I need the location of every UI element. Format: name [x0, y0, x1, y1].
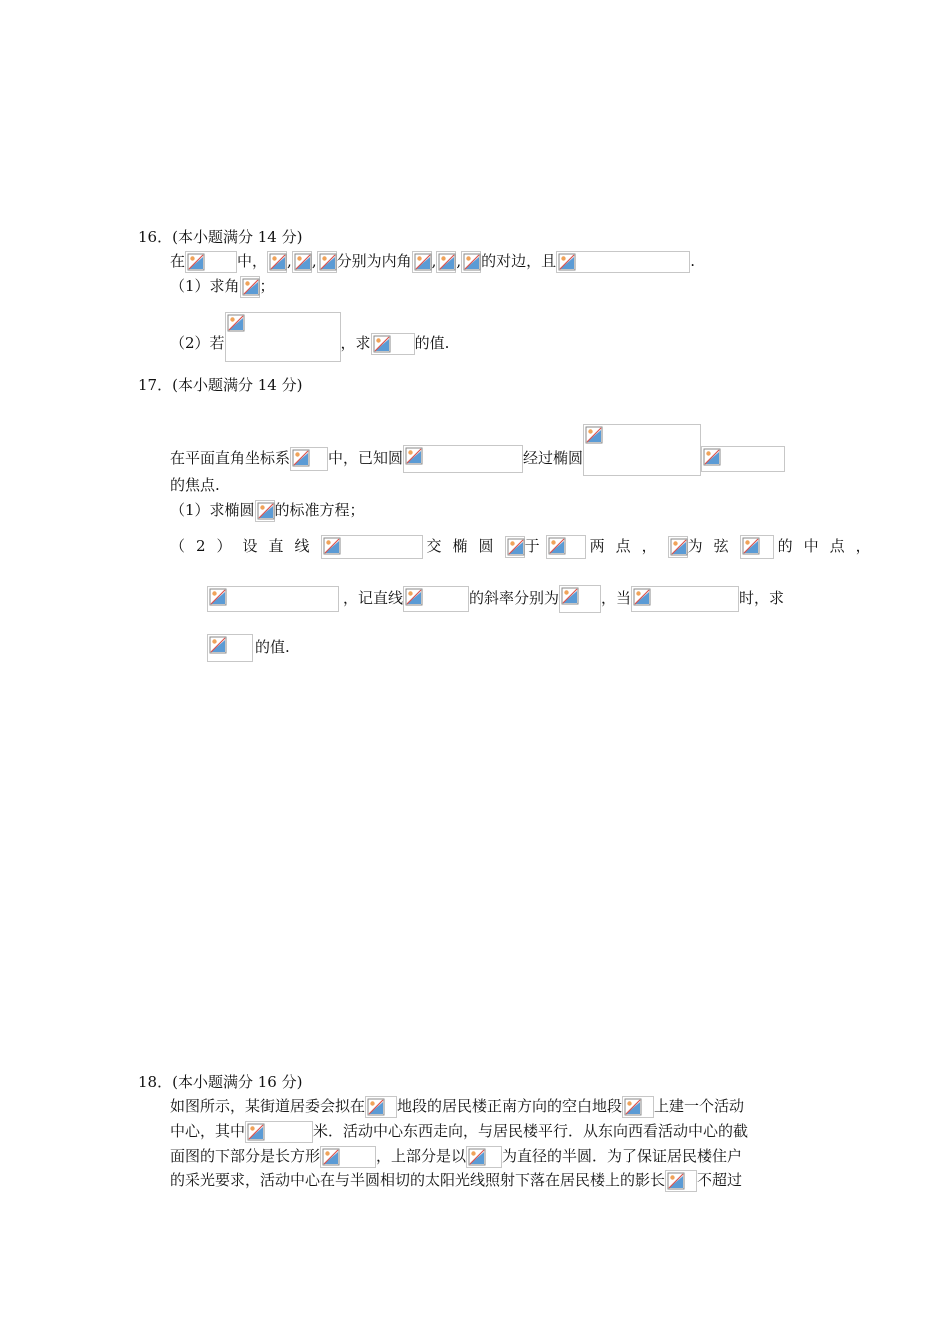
broken-image-icon: [269, 253, 287, 271]
q18-line-3: 面图的下部分是长方形 ，上部分是以 为直径的半圆．为了保证居民楼住户: [170, 1145, 742, 1168]
broken-image-icon: [367, 1098, 385, 1116]
broken-image-icon: [292, 449, 310, 467]
broken-image-icon: [322, 1148, 340, 1166]
broken-image-icon: [507, 538, 525, 556]
broken-image-icon: [247, 1123, 265, 1141]
broken-image-icon: [242, 278, 260, 296]
equation-image: [559, 585, 601, 613]
q18-line-2: 中心，其中 米．活动中心东西走向，与居民楼平行．从东向西看活动中心的截: [170, 1120, 748, 1143]
equation-image: [207, 634, 253, 662]
broken-image-icon: [558, 253, 576, 271]
equation-image: [622, 1096, 654, 1118]
equation-image: [461, 251, 481, 273]
broken-image-icon: [633, 588, 651, 606]
q17-part2-end: 的值.: [207, 634, 290, 662]
q17-part2-cont: ，记直线 的斜率分别为 ，当 时，求: [207, 585, 784, 613]
broken-image-icon: [323, 537, 341, 555]
broken-image-icon: [438, 253, 456, 271]
equation-image: [668, 536, 688, 558]
broken-image-icon: [585, 426, 603, 444]
broken-image-icon: [548, 537, 566, 555]
equation-image: [320, 1146, 376, 1168]
broken-image-icon: [667, 1172, 685, 1190]
broken-image-icon: [405, 588, 423, 606]
broken-image-icon: [561, 587, 579, 605]
broken-image-icon: [209, 588, 227, 606]
equation-image: [321, 535, 423, 559]
equation-image: [436, 251, 456, 273]
q17-header: 17．(本小题满分 14 分): [138, 376, 303, 394]
equation-image: [631, 586, 739, 612]
equation-image: [556, 251, 690, 273]
q16-part2: （2）若 ，求 的值.: [170, 312, 449, 362]
equation-image: [240, 276, 260, 298]
broken-image-icon: [294, 253, 312, 271]
broken-image-icon: [742, 537, 760, 555]
broken-image-icon: [468, 1148, 486, 1166]
equation-image: [505, 536, 525, 558]
broken-image-icon: [187, 253, 205, 271]
broken-image-icon: [209, 636, 227, 654]
equation-image: [371, 333, 415, 355]
equation-image: [317, 251, 337, 273]
equation-image: [546, 535, 586, 559]
q16-header: 16．(本小题满分 14 分): [138, 228, 303, 246]
equation-image: [403, 445, 523, 473]
q16-part1: （1）求角 ；: [170, 275, 275, 298]
q16-statement: 在 中， , , 分别为内角 , , 的对边，且 .: [170, 250, 695, 273]
equation-image: [267, 251, 287, 273]
broken-image-icon: [257, 502, 275, 520]
broken-image-icon: [624, 1098, 642, 1116]
equation-image: [245, 1121, 313, 1143]
q17-statement: 在平面直角坐标系 中，已知圆 经过椭圆: [170, 424, 785, 476]
broken-image-icon: [319, 253, 337, 271]
equation-image: [292, 251, 312, 273]
q18-line-4: 的采光要求，活动中心在与半圆相切的太阳光线照射下落在居民楼上的影长 不超过: [170, 1169, 742, 1192]
broken-image-icon: [670, 538, 688, 556]
equation-image: [412, 251, 432, 273]
equation-image: [207, 586, 339, 612]
equation-image: [255, 500, 275, 522]
q17-statement-end: 的焦点.: [170, 476, 220, 494]
equation-image: [466, 1146, 502, 1168]
broken-image-icon: [405, 447, 423, 465]
equation-image: [290, 447, 328, 471]
equation-image: [665, 1170, 697, 1192]
equation-image: [740, 535, 774, 559]
q17-part1: （1）求椭圆 的标准方程；: [170, 499, 365, 522]
equation-image: [225, 312, 341, 362]
broken-image-icon: [703, 448, 721, 466]
q17-part2: （2）设直线 交椭圆 于 两点， 为弦 的中点，: [170, 535, 882, 559]
equation-image: [365, 1096, 397, 1118]
equation-image: [403, 586, 469, 612]
broken-image-icon: [373, 335, 391, 353]
broken-image-icon: [463, 253, 481, 271]
equation-image: [185, 251, 237, 273]
broken-image-icon: [414, 253, 432, 271]
equation-image: [583, 424, 701, 476]
broken-image-icon: [227, 314, 245, 332]
equation-image: [701, 446, 785, 472]
q18-header: 18．(本小题满分 16 分): [138, 1073, 303, 1091]
q18-line-1: 如图所示，某街道居委会拟在 地段的居民楼正南方向的空白地段 上建一个活动: [170, 1095, 744, 1118]
